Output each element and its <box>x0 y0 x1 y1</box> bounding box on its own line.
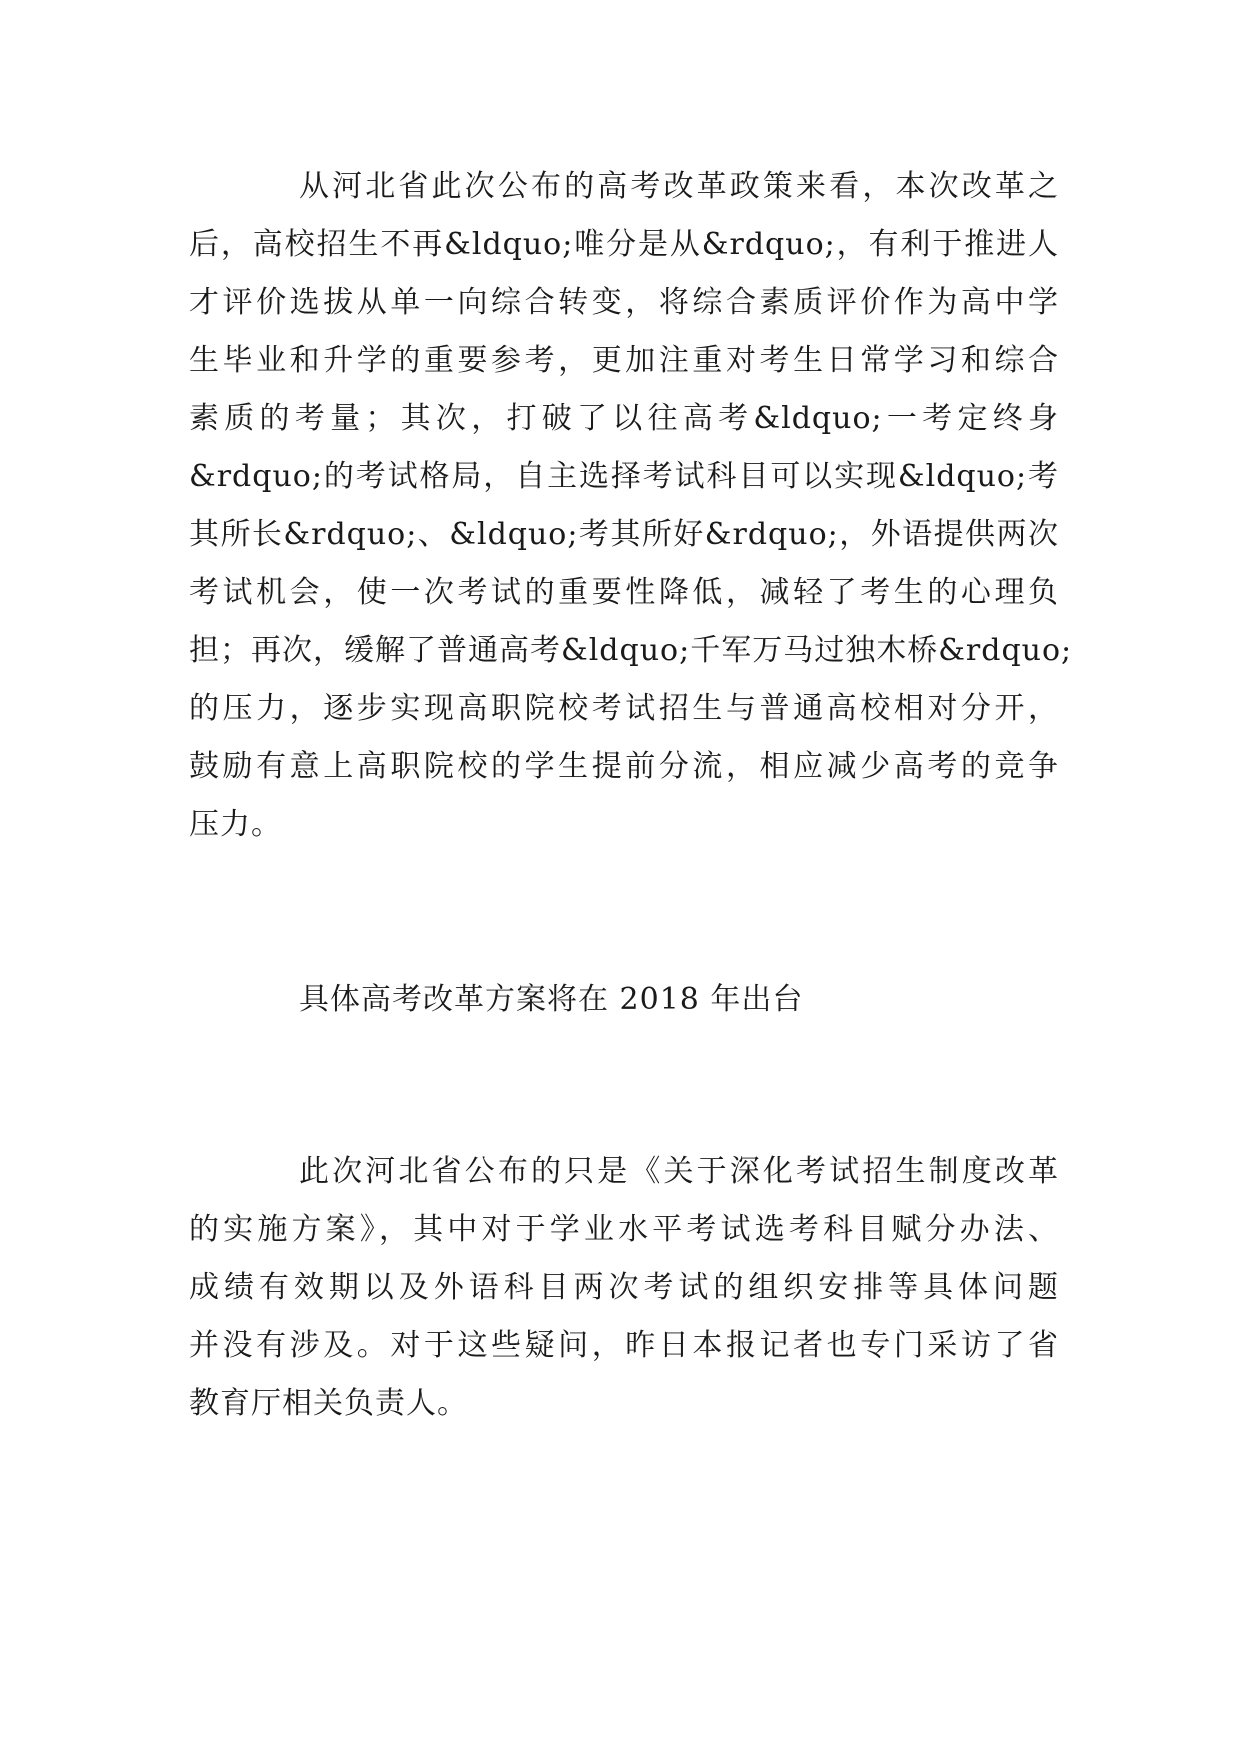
paragraph-line: 的实施方案》，其中对于学业水平考试选考科目赋分办法、 <box>189 1212 1059 1247</box>
section-heading: 具体高考改革方案将在 2018 年出台 <box>299 982 804 1017</box>
paragraph-line: 鼓励有意上高职院校的学生提前分流，相应减少高考的竞争 <box>189 749 1059 784</box>
paragraph-line: 成绩有效期以及外语科目两次考试的组织安排等具体问题 <box>189 1270 1059 1305</box>
paragraph-implementation-plan <box>189 1143 1059 1433</box>
paragraph-line: 压力。 <box>189 807 282 842</box>
paragraph-line: 从河北省此次公布的高考改革政策来看，本次改革之 <box>299 169 1059 204</box>
paragraph-line: 并没有涉及。对于这些疑问，昨日本报记者也专门采访了省 <box>189 1328 1059 1363</box>
paragraph-line: 后，高校招生不再&ldquo;唯分是从&rdquo;，有利于推进人 <box>189 227 1059 262</box>
paragraph-line: 才评价选拔从单一向综合转变，将综合素质评价作为高中学 <box>189 285 1059 320</box>
paragraph-line: 此次河北省公布的只是《关于深化考试招生制度改革 <box>299 1154 1059 1189</box>
paragraph-line: 素质的考量；其次，打破了以往高考&ldquo;一考定终身 <box>189 401 1059 436</box>
paragraph-line: 担；再次，缓解了普通高考&ldquo;千军万马过独木桥&rdquo; <box>189 633 1073 668</box>
paragraph-reform-analysis <box>189 158 1073 854</box>
paragraph-line: 考试机会，使一次考试的重要性降低，减轻了考生的心理负 <box>189 575 1059 610</box>
paragraph-line: 的压力，逐步实现高职院校考试招生与普通高校相对分开， <box>189 691 1059 726</box>
paragraph-line: &rdquo;的考试格局，自主选择考试科目可以实现&ldquo;考 <box>189 459 1059 494</box>
paragraph-line: 教育厅相关负责人。 <box>189 1386 468 1421</box>
paragraph-line: 生毕业和升学的重要参考，更加注重对考生日常学习和综合 <box>189 343 1059 378</box>
paragraph-line: 其所长&rdquo;、&ldquo;考其所好&rdquo;，外语提供两次 <box>189 517 1059 552</box>
